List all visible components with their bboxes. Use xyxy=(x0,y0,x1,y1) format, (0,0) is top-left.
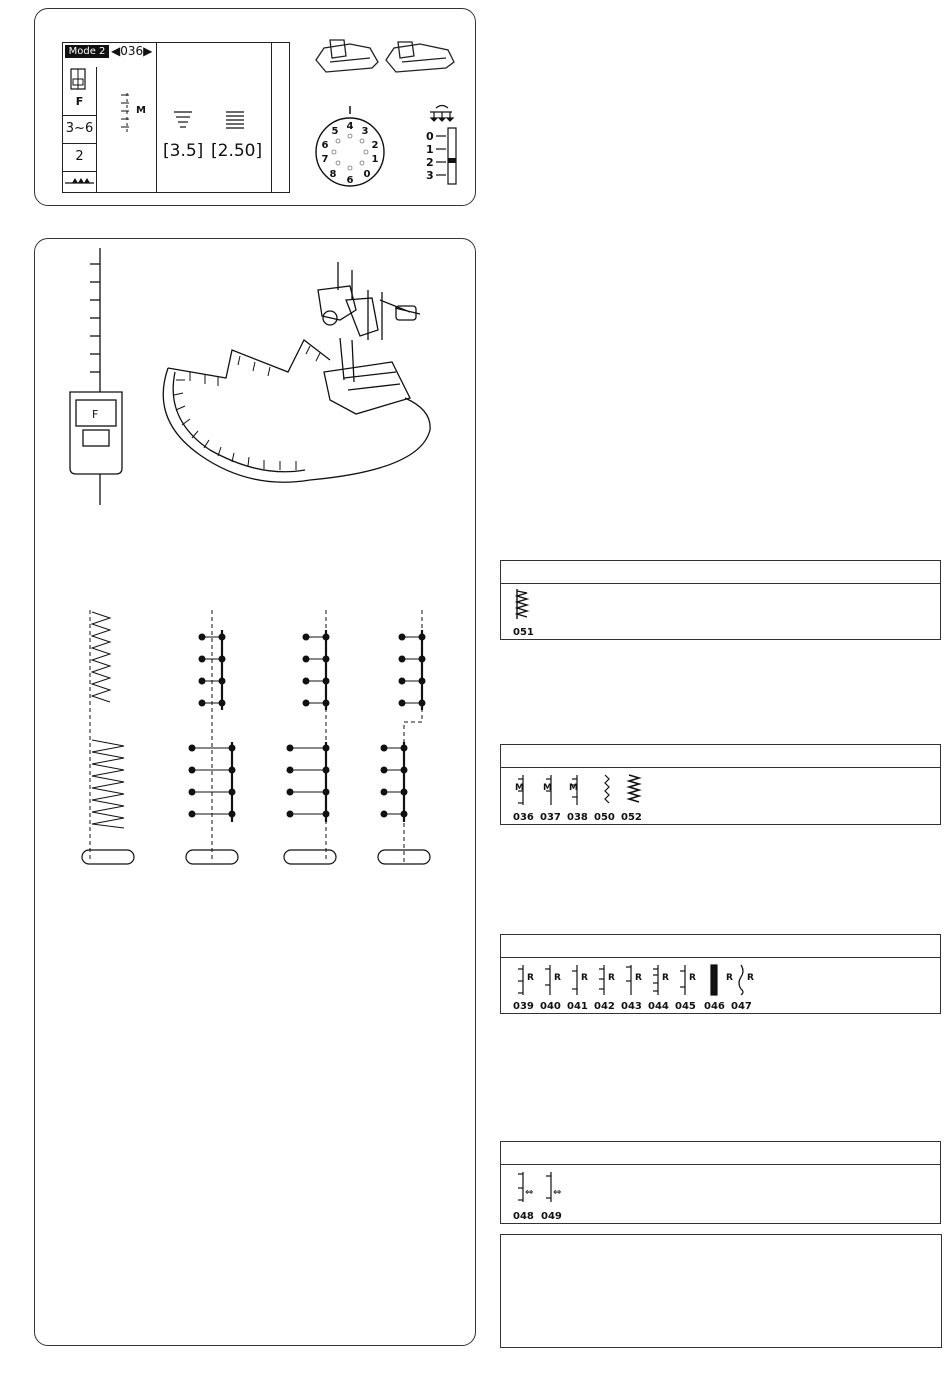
width-range: 3~6 xyxy=(65,121,94,136)
pattern-code: 043 xyxy=(621,1001,642,1012)
pattern-code: 051 xyxy=(513,627,534,638)
pattern-code: 037 xyxy=(540,812,561,823)
pattern-code: 045 xyxy=(675,1001,696,1012)
length-range: 2 xyxy=(75,149,84,164)
dial-number: 3 xyxy=(361,126,369,137)
pattern-code: 050 xyxy=(594,812,615,823)
pattern-code: 046 xyxy=(704,1001,725,1012)
marker: R xyxy=(747,973,754,983)
pattern-table-1 xyxy=(500,560,941,640)
table-header xyxy=(501,745,940,768)
stitch-pattern-icon xyxy=(513,587,543,627)
pattern-number: ◀036▶ xyxy=(111,44,153,58)
pressure-tick: 1 xyxy=(426,143,434,156)
marker: M xyxy=(543,783,552,793)
marker: R xyxy=(726,973,733,983)
dial-number: 7 xyxy=(321,154,329,165)
stitch-marker: M xyxy=(136,105,146,116)
foot-letter-illustration: F xyxy=(92,408,99,421)
marker: R xyxy=(527,973,534,983)
pressure-tick: 2 xyxy=(426,156,434,169)
marker: R xyxy=(608,973,615,983)
pattern-code: 036 xyxy=(513,812,534,823)
arrow-icon: ⇔ xyxy=(553,1187,562,1198)
pattern-code: 047 xyxy=(731,1001,752,1012)
stitch-pattern-icons xyxy=(513,961,773,1001)
dial-number: 5 xyxy=(331,126,339,137)
table-header xyxy=(501,1142,940,1165)
pressure-tick: 3 xyxy=(426,169,434,182)
pressure-tick: 0 xyxy=(426,130,434,143)
note-box xyxy=(500,1234,942,1348)
marker: M xyxy=(515,783,524,793)
pattern-code: 044 xyxy=(648,1001,669,1012)
stitch-pattern-icons xyxy=(513,771,673,811)
pattern-code: 048 xyxy=(513,1211,534,1222)
pattern-code: 049 xyxy=(541,1211,562,1222)
dial-number: 6 xyxy=(346,175,354,186)
dial-number: 6 xyxy=(321,140,329,151)
pattern-code: 042 xyxy=(594,1001,615,1012)
marker: R xyxy=(635,973,642,983)
marker: M xyxy=(569,783,578,793)
marker: R xyxy=(581,973,588,983)
marker: R xyxy=(662,973,669,983)
pattern-code: 052 xyxy=(621,812,642,823)
width-value: [3.5] xyxy=(163,141,204,161)
length-value: [2.50] xyxy=(211,141,263,161)
pattern-table-3 xyxy=(500,934,941,1014)
dial-number: 1 xyxy=(371,154,379,165)
table-header xyxy=(501,561,940,584)
foot-letter: F xyxy=(75,95,84,108)
marker: R xyxy=(689,973,696,983)
pattern-code: 039 xyxy=(513,1001,534,1012)
table-header xyxy=(501,935,940,958)
dial-number: 2 xyxy=(371,140,379,151)
pattern-code: 040 xyxy=(540,1001,561,1012)
pattern-table-2 xyxy=(500,744,941,825)
dial-number: 4 xyxy=(346,121,354,132)
pattern-table-4 xyxy=(500,1141,941,1224)
mode-label: Mode 2 xyxy=(65,45,109,58)
marker: R xyxy=(554,973,561,983)
dial-number: 0 xyxy=(363,169,371,180)
pattern-code: 041 xyxy=(567,1001,588,1012)
arrow-icon: ⇔ xyxy=(525,1187,534,1198)
pattern-code: 038 xyxy=(567,812,588,823)
dial-number: 8 xyxy=(329,169,337,180)
